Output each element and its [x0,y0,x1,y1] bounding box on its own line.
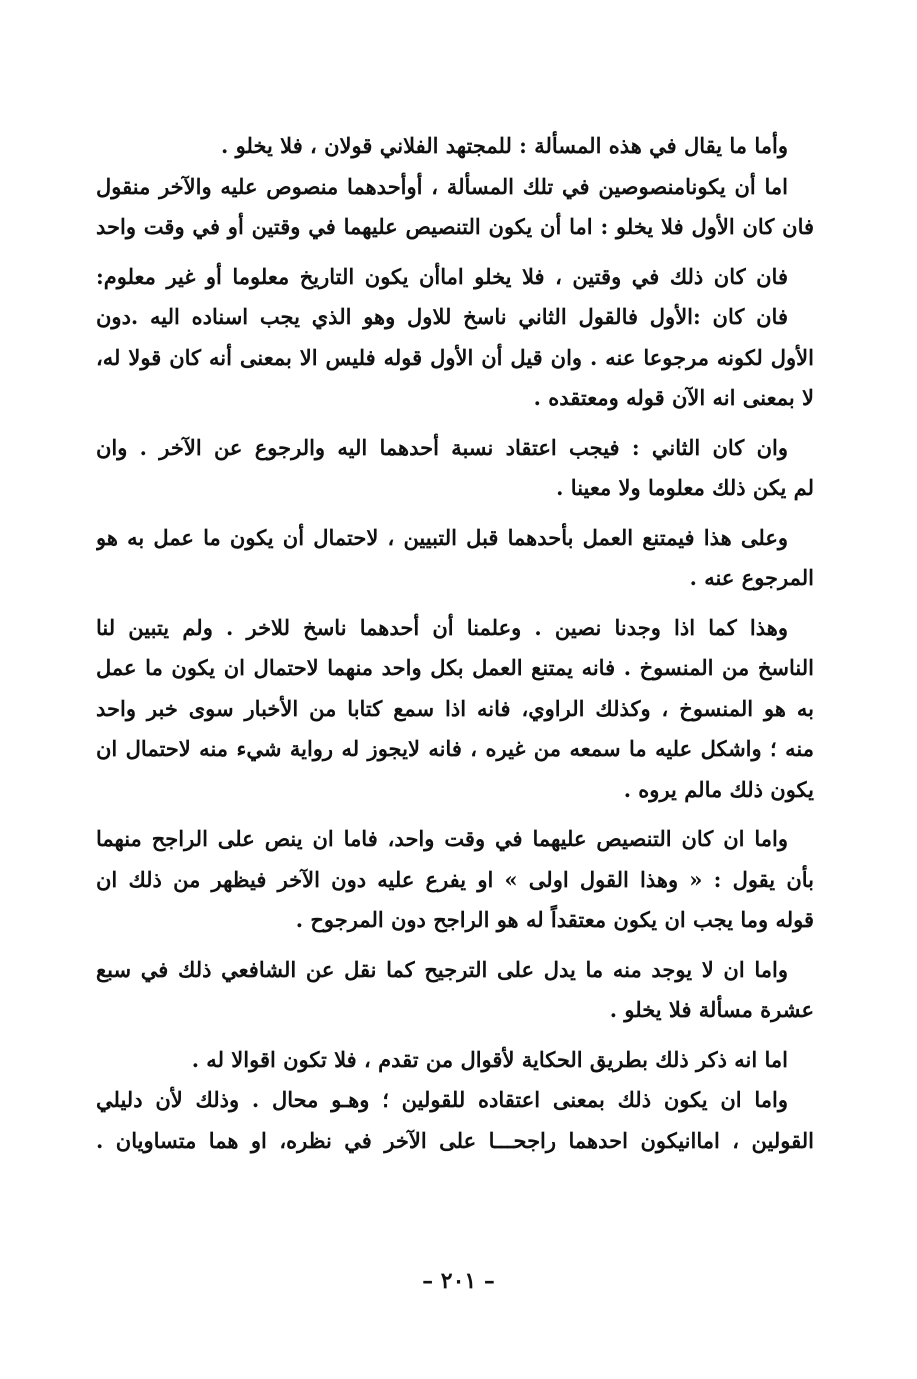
text-line: به هو المنسوخ ، وكذلك الراوي، فانه اذا سمع كتابا من الأخبار سوى خبر واحد [96,695,814,721]
text-line: منه ؛ واشكل عليه ما سمعه من غيره ، فانه لايجوز له رواية شيء منه لاحتمال ان [96,736,814,761]
paragraph-11 [96,1080,814,1161]
document-body [96,126,814,1161]
paragraph-6 [96,518,814,599]
paragraph-8 [96,819,814,941]
paragraph-5 [96,428,814,509]
text-line: واما ان كان التنصيص عليهما في وقت واحد، فاما ان ينص على الراجح منهما [96,826,788,851]
text-line: القولين ، اماانيكون احدهما راجحـــا على الآخر في نظره، او هما متساويان . [96,1127,814,1153]
paragraph-4 [96,297,814,419]
text-line: وان كان الثاني : فيجب اعتقاد نسبة أحدهما اليه والرجوع عن الآخر . وان [96,434,788,460]
text-line: يكون ذلك مالم يروه . [623,776,814,802]
text-line: قوله وما يجب ان يكون معتقداً له هو الراجح دون المرجوح . [295,907,814,932]
paragraph-9 [96,950,814,1031]
text-line: لا بمعنى انه الآن قوله ومعتقده . [533,385,814,410]
text-line: الناسخ من المنسوخ . فانه يمتنع العمل بكل واحد منهما لاحتمال ان يكون ما عمل [96,655,814,680]
text-line: لم يكن ذلك معلوما ولا معينا . [556,475,814,500]
text-line: واما ان لا يوجد منه ما يدل على الترجيح كما نقل عن الشافعي ذلك في سبع [96,956,788,982]
text-line: وعلى هذا فيمتنع العمل بأحدهما قبل التبيين ، لاحتمال أن يكون ما عمل به هو [96,524,788,550]
text-line: واما ان يكون ذلك بمعنى اعتقاده للقولين ؛ وهـو محال . وذلك لأن دليلي [96,1087,788,1112]
text-line: عشرة مسألة فلا يخلو . [609,997,814,1022]
text-line: وهذا كما اذا وجدنا نصين . وعلمنا أن أحدهما ناسخ للاخر . ولم يتبين لنا [96,614,788,640]
text-line: بأن يقول : « وهذا القول اولى » او يفرع عليه دون الآخر فيظهر من ذلك ان [96,866,814,892]
text-line: وأما ما يقال في هذه المسألة : للمجتهد الفلاني قولان ، فلا يخلو . [221,133,788,158]
paragraph-10 [96,1040,814,1081]
text-line: فان كان :الأول فالقول الثاني ناسخ للاول وهو الذي يجب اسناده اليه .دون [96,304,788,329]
text-line: فان كان ذلك في وقتين ، فلا يخلو اماأن يكون التاريخ معلوما أو غير معلوم: [96,263,788,289]
text-line: فان كان الأول فلا يخلو : اما أن يكون التنصيص عليهما في وقتين أو في وقت واحد [96,214,814,239]
text-line: الأول لكونه مرجوعا عنه . وان قيل أن الأول قوله فليس الا بمعنى أنه كان قولا له، [96,344,814,370]
paragraph-2 [96,167,814,248]
text-line: اما أن يكونامنصوصين في تلك المسألة ، أوأحدهما منصوص عليه والآخر منقول [96,173,788,199]
paragraph-3 [96,257,814,298]
text-line: المرجوع عنه . [689,565,814,590]
paragraph-7 [96,608,814,811]
paragraph-1 [96,126,814,167]
text-line: اما انه ذكر ذلك بطريق الحكاية لأقوال من تقدم ، فلا تكون اقوالا له . [191,1046,788,1072]
page-number: – ٢٠١ – [422,1268,495,1294]
